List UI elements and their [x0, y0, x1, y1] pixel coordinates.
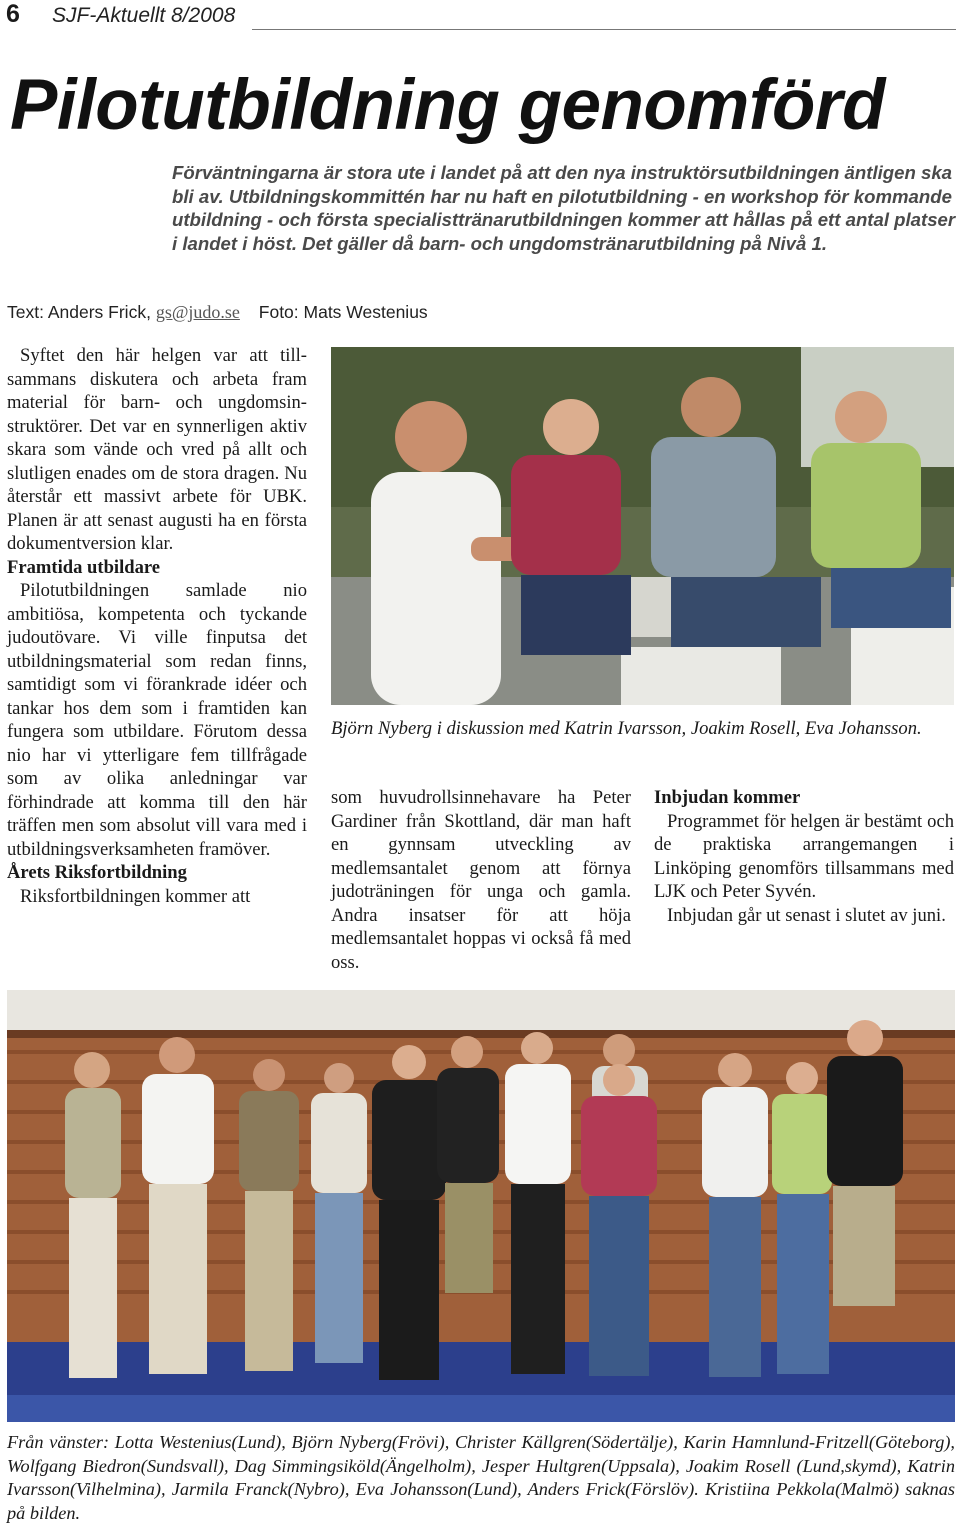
byline-photo-credit: Foto: Mats Westenius — [258, 302, 428, 322]
article-column-1 — [7, 344, 307, 908]
subheading-inbjudan-kommer: Inbjudan kommer — [654, 787, 801, 808]
article-headline: Pilotutbildning genomförd — [10, 66, 885, 145]
paragraph: Riksfortbildningen kommer att — [20, 885, 251, 907]
paragraph: Syftet den här helgen var att tillsammans diskutera och arbeta fram material för barn- och ungdomsinstruktörer. Det var en synnerligen aktiv skara som vände och vred på allt och slutligen enades om de stora dragen. Nu återstår ett massivt arbete för UBK. Planen är att senast augusti ha en första dokumentversion klar. — [7, 345, 307, 554]
discussion-photo — [331, 347, 954, 705]
subheading-arets-riksfortbildning: Årets Riksfortbildning — [7, 862, 187, 883]
page-number: 6 — [6, 0, 20, 28]
group-photo — [7, 990, 955, 1422]
subheading-framtida-utbildare: Framtida utbildare — [7, 556, 161, 578]
article-ingress: Förväntningarna är stora ute i landet på att den nya instruktörsutbildningen äntligen ska bli av. Utbildningskommittén har nu haft en pilotutbildning - en workshop för kommande utbildning - och första specialisttränarutbildningen kommer att hållas på ett antal platser i landet i höst. Det gäller då barn- och ungdomstränarutbildning på Nivå 1. — [172, 162, 956, 255]
paragraph: Programmet för helgen är bestämt och de praktiska arrangemangen i Linköping genomförs tillsammans med LJK och Peter Syvén. — [654, 810, 954, 902]
paragraph: Pilotutbildningen samlade nio ambitiösa, kompetenta och tyckande judoutövare. Vi ville finputsa det utbildningsmaterial som redan finns, samtidigt som vi förankrade idéer och tankar hos dem som i framtiden kan fungera som utbildare. Förutom dessa nio har vi ytterligare fem tillfrågade som av olika anledningar var förhindrade att komma till den här träffen men som absolut vill vara med i utbildningsverksamheten framöver. — [7, 580, 307, 860]
photo-caption-discussion: Björn Nyberg i diskussion med Katrin Ivarsson, Joakim Rosell, Eva Johansson. — [331, 718, 922, 739]
paragraph: Inbjudan går ut senast i slutet av juni. — [667, 904, 946, 926]
issue-label: SJF-Aktuellt 8/2008 — [52, 4, 236, 27]
byline-text: Text: Anders Frick, — [7, 302, 151, 322]
byline — [7, 302, 428, 323]
header-rule — [252, 29, 956, 30]
article-column-2 — [331, 786, 631, 974]
article-column-3 — [654, 786, 954, 927]
paragraph: som huvudrollsinnehavare ha Peter Gardiner från Skottland, där man haft en gynnsam utveckling av medlemsantalet genom att förnya judoträningen för unga och gamla. Andra insatser för att höja medlemsantalet hoppas vi också få med oss. — [331, 787, 631, 973]
byline-email-link[interactable]: gs@judo.se — [155, 302, 240, 322]
photo-caption-group: Från vänster: Lotta Westenius(Lund), Björn Nyberg(Frövi), Christer Källgren(Södertälje), Karin Hamnlund-Fritzell(Göteborg), Wolfgang Biedron(Sundsvall), Dag Simmingsiköld(Ängelholm), Jesper Hultgren(Uppsala), Joakim Rosell (Lund,skymd), Katrin Ivarsson(Vilhelmina), Jarmila Franck(Nybro), Eva Johansson(Lund), Anders Frick(Förslöv). Kristiina Pekkola(Malmö) saknas på bilden. — [7, 1432, 955, 1523]
